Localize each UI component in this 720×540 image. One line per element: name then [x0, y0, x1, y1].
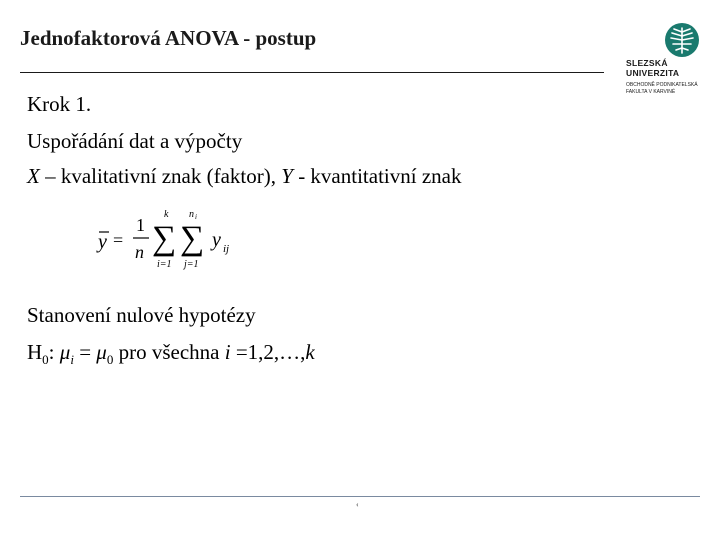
formula-equals: = [113, 230, 124, 250]
sum2-lower: j=1 [184, 259, 199, 270]
step-label: Krok 1. [27, 92, 92, 116]
y-description: - kvantitativní znak [292, 164, 462, 188]
university-logo [624, 22, 704, 102]
index-k: k [305, 340, 315, 364]
logo-sub-line2: FAKULTA V KARVINÉ [626, 89, 676, 95]
step-description: Uspořádání dat a výpočty [27, 129, 243, 153]
logo-sub-line1: OBCHODNĚ PODNIKATELSKÁ [626, 82, 698, 88]
h-colon: : [48, 340, 60, 364]
index-range: =1,2,…, [230, 340, 306, 364]
footer-divider [20, 496, 700, 497]
fraction-numerator: 1 [136, 215, 145, 235]
logo-name-line2: UNIVERZITA [626, 68, 680, 78]
sum2-upper: n [189, 209, 194, 220]
formula-lhs: y [98, 231, 107, 253]
mu-0: μ [96, 340, 107, 364]
variables-definition [27, 164, 461, 189]
h-symbol: H [27, 340, 43, 364]
x-description: – kvalitativní znak (faktor), [39, 164, 282, 188]
emblem-icon [624, 22, 704, 58]
hyp-equals: = [73, 340, 97, 364]
sum1-lower: i=1 [157, 259, 172, 270]
fraction-denominator: n [135, 242, 144, 262]
mu-i-subscript: i [70, 352, 74, 368]
page-number: ‹ [356, 500, 359, 509]
sum2-upper-sub: i [195, 213, 197, 221]
sum2-sigma: ∑ [180, 220, 205, 257]
h-subscript: 0 [42, 352, 49, 368]
hyp-text: pro všechna [113, 340, 225, 364]
index-i: i [224, 340, 231, 364]
mu-0-subscript: 0 [106, 352, 114, 368]
logo-name [626, 58, 679, 78]
summand-subscript: ij [223, 243, 230, 255]
null-hypothesis [27, 340, 315, 368]
x-symbol: X [27, 164, 40, 188]
summand: y [212, 229, 221, 251]
sum1-upper: k [164, 209, 169, 220]
title-divider [20, 72, 604, 73]
slide-title: Jednofaktorová ANOVA - postup [20, 26, 317, 50]
logo-faculty [626, 82, 698, 96]
mu-i: μ [59, 340, 71, 364]
grand-mean-formula [96, 205, 256, 275]
hypothesis-heading: Stanovení nulové hypotézy [27, 303, 256, 327]
logo-name-line1: SLEZSKÁ [626, 58, 668, 68]
y-symbol: Y [281, 164, 293, 188]
sum1-sigma: ∑ [152, 220, 177, 257]
